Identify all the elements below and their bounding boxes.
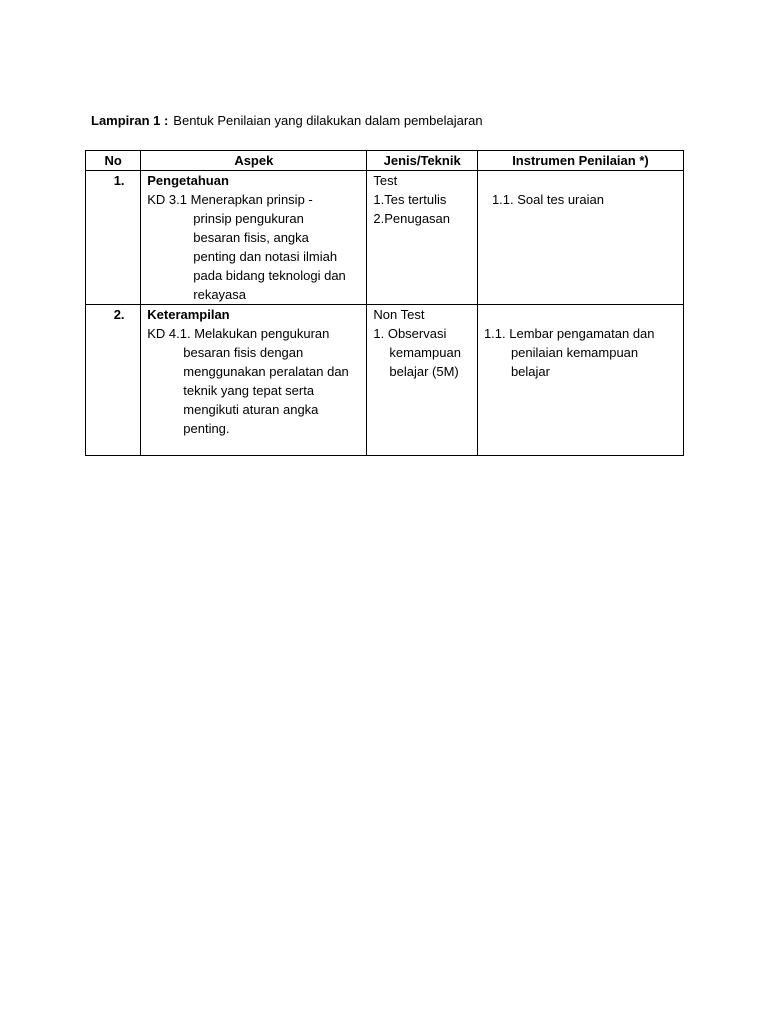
jenis-line: belajar (5M) — [389, 364, 459, 379]
aspek-line: mengikuti aturan angka — [183, 402, 319, 417]
table-header-row — [86, 151, 684, 171]
instrumen-cell — [477, 171, 683, 305]
aspek-line: penting. — [183, 421, 230, 436]
attachment-description: Bentuk Penilaian yang dilakukan dalam pembelajaran — [173, 113, 483, 128]
aspek-line: besaran fisis dengan — [183, 345, 304, 360]
instrumen-line: belajar — [510, 364, 550, 379]
aspek-line: besaran fisis, angka — [193, 230, 309, 245]
column-header-jenis: Jenis/Teknik — [367, 151, 478, 171]
aspek-line: prinsip pengukuran — [193, 211, 304, 226]
table-row — [86, 305, 684, 456]
jenis-cell — [367, 171, 478, 305]
aspek-title: Pengetahuan — [147, 173, 229, 188]
jenis-line: 1. Observasi — [373, 326, 447, 341]
aspek-line: teknik yang tepat serta — [183, 383, 315, 398]
row-number: 1. — [86, 171, 141, 305]
column-header-no: No — [86, 151, 141, 171]
instrumen-line: penilaian kemampuan — [510, 345, 639, 360]
aspek-cell — [141, 171, 367, 305]
aspek-cell — [141, 305, 367, 456]
column-header-instrumen: Instrumen Penilaian *) — [477, 151, 683, 171]
attachment-title — [91, 112, 483, 130]
aspek-line: pada bidang teknologi dan — [193, 268, 346, 283]
jenis-line: Test — [373, 173, 398, 188]
aspek-line: menggunakan peralatan dan — [183, 364, 349, 379]
aspek-line: penting dan notasi ilmiah — [193, 249, 338, 264]
instrumen-line: 1.1. Soal tes uraian — [491, 192, 604, 207]
row-number: 2. — [86, 305, 141, 456]
aspek-line: KD 3.1 Menerapkan prinsip - — [147, 192, 313, 207]
aspek-line: rekayasa — [193, 287, 247, 302]
assessment-table — [85, 150, 684, 456]
jenis-line: 2.Penugasan — [373, 211, 451, 226]
jenis-line: Non Test — [373, 307, 425, 322]
column-header-aspek: Aspek — [141, 151, 367, 171]
instrumen-cell — [477, 305, 683, 456]
attachment-label: Lampiran 1 : — [91, 113, 169, 128]
jenis-line: kemampuan — [389, 345, 461, 360]
jenis-cell — [367, 305, 478, 456]
instrumen-line: 1.1. Lembar pengamatan dan — [483, 326, 655, 341]
table-row — [86, 171, 684, 305]
aspek-title: Keterampilan — [147, 307, 230, 322]
jenis-line: 1.Tes tertulis — [373, 192, 447, 207]
aspek-line: KD 4.1. Melakukan pengukuran — [147, 326, 330, 341]
